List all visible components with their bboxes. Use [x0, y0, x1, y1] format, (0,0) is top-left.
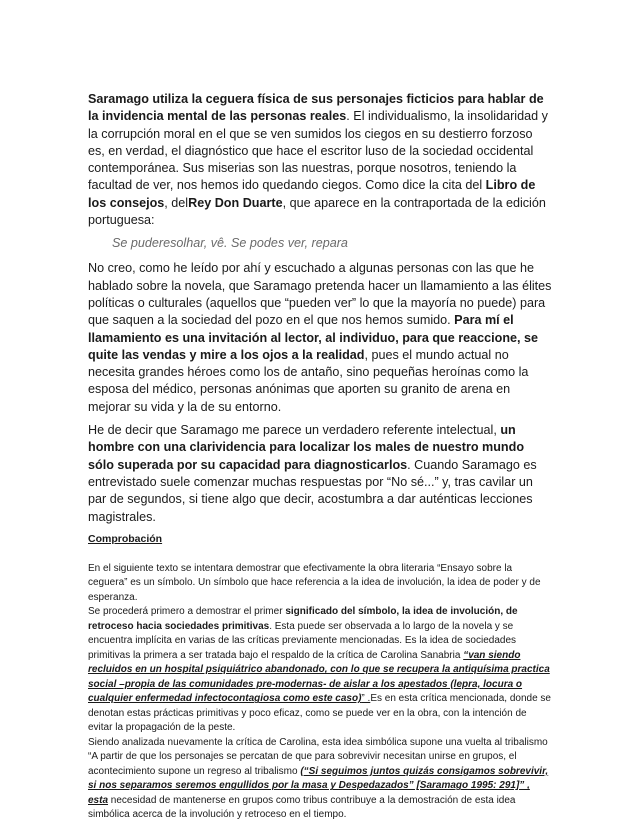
paragraph-conclusion: He de decir que Saramago me parece un verdadero referente intelectual, un hombre con una clarividencia para localizar los males de nuestro mundo sólo superada por su capacidad para diagnosticarlos. Cuando Saramago es entrevistado suele comenzar muchas respuestas por “No sé...” y, tras cavilar un par de segundos, si tiene algo que decir, acostumbra a dar auténticas lecciones magistrales. [88, 423, 537, 524]
quote: Se puderesolhar, vê. Se podes ver, repara [112, 236, 348, 251]
bold-phrase: significado del símbolo, la idea de involución, de retroceso hacia sociedades primitivas [88, 606, 518, 632]
author-name: Rey Don Duarte [188, 195, 283, 210]
section-heading: Comprobación [88, 532, 163, 545]
bold-phrase: Saramago utiliza la ceguera física de sus personajes ficticios para hablar de la invidencia mental de las personas reales [88, 92, 544, 124]
paragraph-thesis: En el siguiente texto se intentara demostrar que efectivamente la obra literaria “Ensayo sobre la ceguera” es un símbolo. Un símbolo que hace referencia a la idea de involución, la idea de poder y de esperanza. [88, 562, 541, 603]
citation: (“Si seguimos juntos quizás consigamos sobrevivir, si nos separamos seremos engullidos por la masa y Despedazados” [Saramago 1995: 291]” , esta [88, 765, 549, 806]
bold-phrase: un hombre con una clarividencia para localizar los males de nuestro mundo sólo superada por su capacidad para diagnosticarlos [88, 423, 525, 472]
paragraph-involution: Se procederá primero a demostrar el primer significado del símbolo, la idea de involución, de retroceso hacia sociedades primitivas. Esta puede ser observada a lo largo de la novela y se encuentra implícita en varias de las críticas previamente mencionadas. Es la idea de sociedades primitivas la primera a ser tratada bajo el respaldo de la crítica de Carolina Sanabria “van siendo recluidos en un hospital psiquiátrico abandonado, con lo que se recupera la antiquísima practica social –propia de las comunidades pre-modernas- de aislar a los apestados (lepra, locura o cualquier enfermedad infectocontagiosa como este caso)” .Es en esta crítica mencionada, donde se denotan estas prácticas primitivas y poco eficaz, como se puede ver en la obra, con la intención de evitar la propagación de la peste. [88, 606, 551, 734]
book-title: Libro de los consejos [88, 178, 536, 210]
paragraph-tribalism: Siendo analizada nuevamente la crítica de Carolina, esta idea simbólica supone una vuelta al tribalismo “A partir de que los personajes se percatan de que para sobrevivir necesitan unirse en grupos, el acontecimiento supone un regreso al tribalismo (“Si seguimos juntos quizás consigamos sobrevivir, si nos separamos seremos engullidos por la masa y Despedazados” [Saramago 1995: 291]” , esta necesidad de mantenerse en grupos como tribus contribuye a la demostración de esta idea simbólica acerca de la involución y retroceso en el tiempo. [88, 736, 549, 821]
paragraph-intro: Saramago utiliza la ceguera física de sus personajes ficticios para hablar de la invidencia mental de las personas reales. El individualismo, la insolidaridad y la corrupción moral en el que se ven sumidos los ciegos en su destierro forzoso es, en verdad, el diagnóstico que hace el escritor luso de la sociedad occidental contemporánea. Sus miserias son las nuestras, porque nosotros, teniendo la facultad de ver, nos hemos ido quedando ciegos. Como dice la cita del Libro de los consejos, delRey Don Duarte, que aparece en la contraportada de la edición portuguesa: [88, 92, 548, 228]
bold-phrase: Para mí el llamamiento es una invitación al lector, al individuo, para que reaccione, se quite las vendas y mire a los ojos a la realidad [88, 313, 539, 362]
citation: “van siendo recluidos en un hospital psiquiátrico abandonado, con lo que se recupera la antiquísima practica social –propia de las comunidades pre-modernas- de aislar a los apestados (lepra, locura o cualquier enfermedad infectocontagiosa como este caso) [88, 649, 550, 705]
paragraph-opinion: No creo, como he leído por ahí y escuchado a algunas personas con las que he hablado sobre la novela, que Saramago pretenda hacer un llamamiento a las élites políticas o culturales (aquellos que “pueden ver” lo que la mayoría no puede) para que saquen a la sociedad del pozo en el que nos hemos sumido. Para mí el llamamiento es una invitación al lector, al individuo, para que reaccione, se quite las vendas y mire a los ojos a la realidad, pues el mundo actual no necesita grandes héroes como los de antaño, sino pequeñas heroínas como la esposa del médico, personas anónimas que aporten su granito de arena en mejorar su vida y la de su entorno. [88, 261, 552, 414]
